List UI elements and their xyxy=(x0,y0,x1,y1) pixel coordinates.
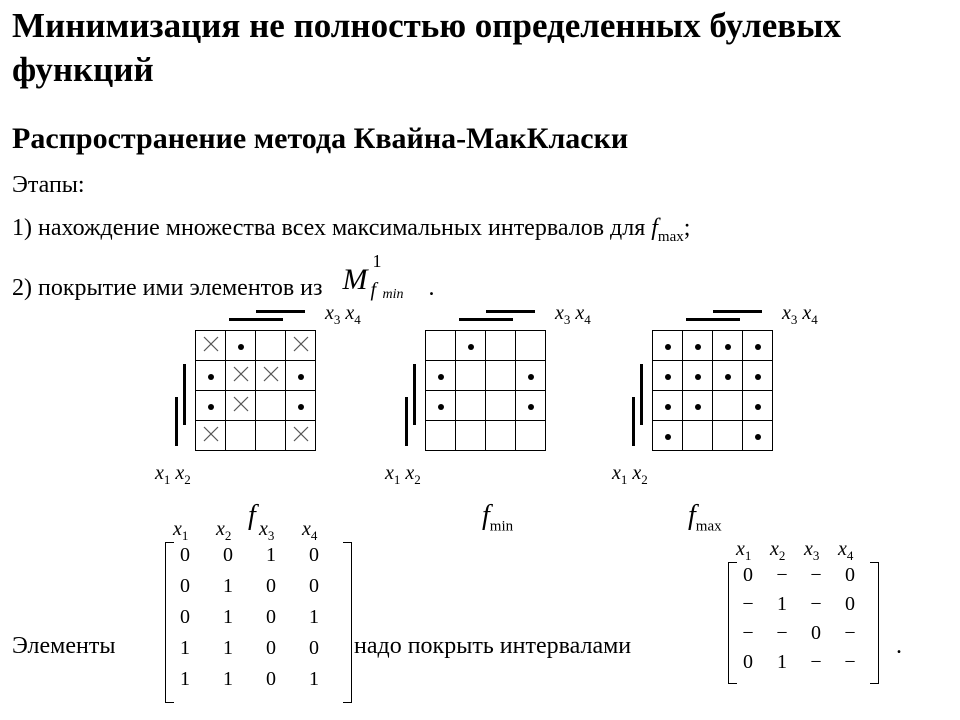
map-row xyxy=(196,421,316,451)
elements-matrix-cell: 0 xyxy=(266,637,276,659)
dot-mark-icon xyxy=(683,331,713,361)
elements-matrix-cell: 0 xyxy=(180,606,190,628)
dot-mark-icon xyxy=(683,361,713,391)
dot-mark-icon xyxy=(516,391,546,421)
map-row xyxy=(196,361,316,391)
elements-matrix-cell: 0 xyxy=(309,575,319,597)
map-cell xyxy=(683,421,713,451)
intervals-matrix-cell: 1 xyxy=(777,651,787,673)
dot-mark-icon xyxy=(426,361,456,391)
map-bar-x3 xyxy=(686,318,741,321)
step-2-f: f xyxy=(370,279,377,301)
cross-mark-icon xyxy=(256,361,286,391)
intervals-matrix-cell: 0 xyxy=(743,564,753,586)
intervals-matrix-left-bracket xyxy=(728,562,737,684)
dot-mark-icon xyxy=(713,331,743,361)
cover-tail: . xyxy=(896,633,902,659)
map-cell xyxy=(426,331,456,361)
step-1 xyxy=(12,215,690,246)
intervals-matrix-cell: − xyxy=(810,593,822,615)
elements-matrix-cell: 0 xyxy=(180,544,190,566)
elements-matrix-cell: 1 xyxy=(309,606,319,628)
map-row xyxy=(653,331,773,361)
map-bar-x3 xyxy=(229,318,284,321)
step-1-text: 1) нахождение множества всех максимальных интервалов для xyxy=(12,215,646,241)
dot-mark-icon xyxy=(743,391,773,421)
elements-matrix-cell: 1 xyxy=(223,668,233,690)
map-cell xyxy=(456,361,486,391)
dot-mark-icon xyxy=(426,391,456,421)
cross-mark-icon xyxy=(286,331,316,361)
map-bar-x2 xyxy=(632,397,635,446)
intervals-matrix-header: $x_2$ xyxy=(770,538,786,563)
karnaugh-map-3 xyxy=(652,330,773,451)
map-bar-x1 xyxy=(413,364,416,425)
step-2-superscript: 1 xyxy=(372,251,382,271)
map-bar-x1 xyxy=(640,364,643,425)
intervals-matrix-cell: − xyxy=(776,564,788,586)
karnaugh-map-2 xyxy=(425,330,546,451)
map-3-name: $f_{max}$ xyxy=(688,500,722,535)
cross-mark-icon xyxy=(226,391,256,421)
map-axis-bottom-label: $x_1$ $x_2$ xyxy=(612,462,648,487)
dot-mark-icon xyxy=(653,331,683,361)
dot-mark-icon xyxy=(653,361,683,391)
elements-matrix-header: $x_2$ xyxy=(216,518,232,543)
cover-label: надо покрыть интервалами xyxy=(354,633,632,659)
map-row xyxy=(426,421,546,451)
elements-label: Элементы xyxy=(12,633,116,659)
intervals-matrix-cell: 0 xyxy=(743,651,753,673)
cross-mark-icon xyxy=(196,421,226,451)
map-cell xyxy=(486,331,516,361)
dot-mark-icon xyxy=(653,421,683,451)
intervals-matrix-cell: 0 xyxy=(811,622,821,644)
dot-mark-icon xyxy=(743,361,773,391)
intervals-matrix-cell: − xyxy=(742,622,754,644)
map-bar-x4 xyxy=(713,310,762,313)
elements-matrix-cell: 1 xyxy=(223,637,233,659)
map-row xyxy=(426,361,546,391)
intervals-matrix-cell: 0 xyxy=(845,593,855,615)
map-axis-bottom-label: $x_1$ $x_2$ xyxy=(155,462,191,487)
map-bar-x4 xyxy=(256,310,305,313)
elements-matrix-cell: 1 xyxy=(223,606,233,628)
intervals-matrix-cell: − xyxy=(810,564,822,586)
dot-mark-icon xyxy=(196,361,226,391)
elements-matrix-cell: 0 xyxy=(309,637,319,659)
dot-mark-icon xyxy=(743,421,773,451)
elements-matrix-cell: 0 xyxy=(266,575,276,597)
dot-mark-icon xyxy=(713,361,743,391)
map-row xyxy=(196,331,316,361)
elements-matrix-cell: 1 xyxy=(180,637,190,659)
map-axis-bottom-label: $x_1$ $x_2$ xyxy=(385,462,421,487)
step-1-tail: ; xyxy=(683,215,691,241)
page-title: Минимизация не полностью определенных булевых функций xyxy=(12,6,842,89)
karnaugh-map-1 xyxy=(195,330,316,451)
dot-mark-icon xyxy=(516,361,546,391)
elements-matrix-cell: 0 xyxy=(309,544,319,566)
step-2-text: 2) покрытие ими элементов из xyxy=(12,275,323,301)
cross-mark-icon xyxy=(286,421,316,451)
dot-mark-icon xyxy=(743,331,773,361)
dot-mark-icon xyxy=(286,361,316,391)
map-cell xyxy=(486,361,516,391)
steps-label: Этапы: xyxy=(12,172,85,198)
elements-matrix-right-bracket xyxy=(343,542,352,703)
map-cell xyxy=(456,421,486,451)
dot-mark-icon xyxy=(653,391,683,421)
map-cell xyxy=(256,421,286,451)
map-cell xyxy=(516,421,546,451)
step-2-subscript: min xyxy=(382,287,404,302)
dot-mark-icon xyxy=(226,331,256,361)
intervals-matrix-cell: 0 xyxy=(845,564,855,586)
cross-mark-icon xyxy=(226,361,256,391)
elements-matrix-cell: 1 xyxy=(180,668,190,690)
elements-matrix-cell: 1 xyxy=(266,544,276,566)
map-cell xyxy=(713,391,743,421)
elements-matrix-cell: 0 xyxy=(223,544,233,566)
elements-matrix-cell: 1 xyxy=(309,668,319,690)
map-cell xyxy=(486,391,516,421)
map-bar-x3 xyxy=(459,318,514,321)
map-cell xyxy=(713,421,743,451)
map-axis-top-label: $x_3$ $x_4$ xyxy=(782,302,818,327)
map-cell xyxy=(516,331,546,361)
dot-mark-icon xyxy=(286,391,316,421)
map-axis-top-label: $x_3$ $x_4$ xyxy=(555,302,591,327)
cross-mark-icon xyxy=(196,331,226,361)
step-2-set-symbol xyxy=(342,251,423,302)
map-cell xyxy=(426,421,456,451)
intervals-matrix-right-bracket xyxy=(870,562,879,684)
step-2-tail: . xyxy=(428,275,435,301)
intervals-matrix-header: $x_4$ xyxy=(838,538,854,563)
step-1-subscript: max xyxy=(657,228,684,245)
intervals-matrix-cell: − xyxy=(844,651,856,673)
map-row xyxy=(653,391,773,421)
elements-matrix-header: $x_1$ xyxy=(173,518,189,543)
step-2 xyxy=(12,251,435,302)
elements-matrix-cell: 0 xyxy=(266,668,276,690)
elements-matrix-left-bracket xyxy=(165,542,174,703)
map-cell xyxy=(486,421,516,451)
map-bar-x2 xyxy=(175,397,178,446)
intervals-matrix-header: $x_3$ xyxy=(804,538,820,563)
map-row xyxy=(653,421,773,451)
map-cell xyxy=(256,391,286,421)
intervals-matrix-header: $x_1$ xyxy=(736,538,752,563)
map-1-name: f xyxy=(248,500,256,531)
intervals-matrix-cell: 1 xyxy=(777,593,787,615)
elements-matrix-cell: 0 xyxy=(180,575,190,597)
map-bar-x1 xyxy=(183,364,186,425)
step-2-M: M xyxy=(342,263,368,296)
dot-mark-icon xyxy=(196,391,226,421)
elements-matrix-cell: 0 xyxy=(266,606,276,628)
elements-matrix-header: $x_4$ xyxy=(302,518,318,543)
map-cell xyxy=(226,421,256,451)
step-1-function: f xyxy=(651,215,658,241)
map-bar-x2 xyxy=(405,397,408,446)
map-row xyxy=(426,391,546,421)
map-row xyxy=(426,331,546,361)
map-row xyxy=(653,361,773,391)
dot-mark-icon xyxy=(683,391,713,421)
map-bar-x4 xyxy=(486,310,535,313)
section-subtitle: Распространение метода Квайна-МакКласки xyxy=(12,122,629,155)
map-cell xyxy=(256,331,286,361)
map-cell xyxy=(456,391,486,421)
intervals-matrix-cell: − xyxy=(776,622,788,644)
intervals-matrix-cell: − xyxy=(742,593,754,615)
map-2-name: $f_{min}$ xyxy=(482,500,514,535)
intervals-matrix-cell: − xyxy=(810,651,822,673)
elements-matrix-header: $x_3$ xyxy=(259,518,275,543)
dot-mark-icon xyxy=(456,331,486,361)
map-axis-top-label: $x_3$ $x_4$ xyxy=(325,302,361,327)
map-row xyxy=(196,391,316,421)
elements-matrix-cell: 1 xyxy=(223,575,233,597)
intervals-matrix-cell: − xyxy=(844,622,856,644)
